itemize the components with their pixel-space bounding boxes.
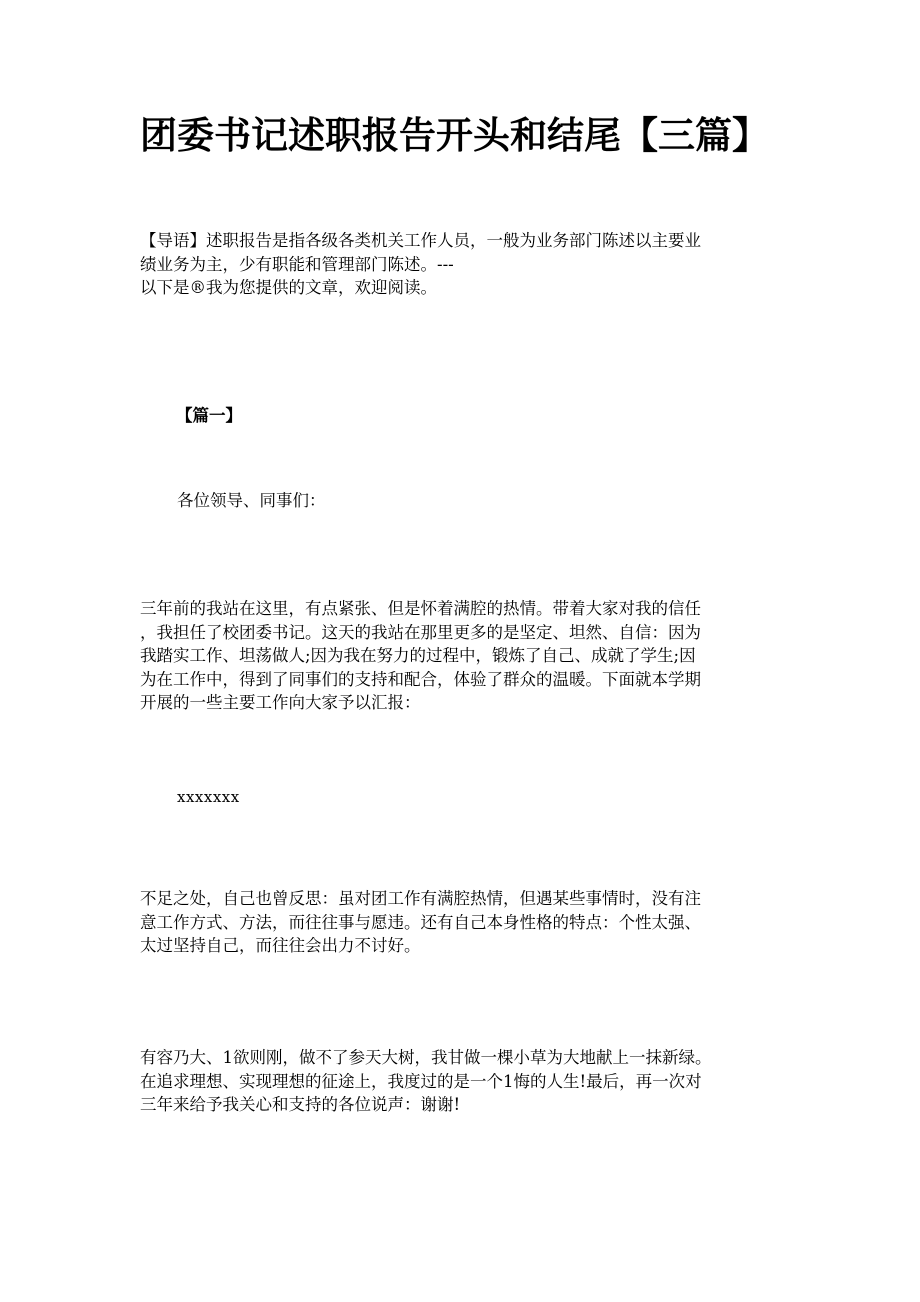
intro-line: 绩业务为主，少有职能和管理部门陈述。---: [140, 254, 454, 274]
body-paragraph-1: [140, 597, 776, 715]
section-heading: 【篇一】: [176, 406, 242, 425]
paragraph-line: ，我担任了校团委书记。这天的我站在那里更多的是坚定、坦然、自信：因为: [140, 622, 701, 642]
intro-line: 以下是®我为您提供的文章，欢迎阅读。: [140, 278, 437, 297]
paragraph-line: 三年前的我站在这里，有点紧张、但是怀着满腔的热情。带着大家对我的信任: [140, 599, 701, 618]
page-title: 团委书记述职报告开头和结尾【三篇】: [140, 114, 769, 157]
paragraph-line: 意工作方式、方法，而往往事与愿违。还有自己本身性格的特点：个性太强、: [140, 912, 701, 932]
intro-line: 【导语】述职报告是指各级各类机关工作人员，一般为业务部门陈述以主要业: [140, 231, 701, 250]
placeholder-text: xxxxxxx: [177, 788, 240, 806]
salutation: 各位领导、同事们：: [177, 491, 326, 510]
body-paragraph-3: [140, 1046, 776, 1117]
paragraph-line: 太过坚持自己，而往往会出力不讨好。: [140, 936, 421, 955]
paragraph-line: 我踏实工作、坦荡做人;因为我在努力的过程中，锻炼了自己、成就了学生;因: [140, 646, 696, 665]
body-paragraph-2: [140, 887, 776, 958]
paragraph-line: 三年来给予我关心和支持的各位说声：谢谢!: [140, 1095, 461, 1114]
paragraph-line: 为在工作中，得到了同事们的支持和配合，体验了群众的温暖。下面就本学期: [140, 669, 701, 689]
paragraph-line: 开展的一些主要工作向大家予以汇报：: [140, 693, 421, 712]
paragraph-line: 在追求理想、实现理想的征途上，我度过的是一个1悔的人生!最后，再一次对: [140, 1071, 702, 1091]
paragraph-line: 有容乃大、1欲则刚，做不了参天大树，我甘做一棵小草为大地献上一抹新绿。: [140, 1048, 712, 1067]
intro-paragraph: [140, 229, 776, 300]
paragraph-line: 不足之处，自己也曾反思：虽对团工作有满腔热情，但遇某些事情时，没有注: [140, 889, 701, 908]
